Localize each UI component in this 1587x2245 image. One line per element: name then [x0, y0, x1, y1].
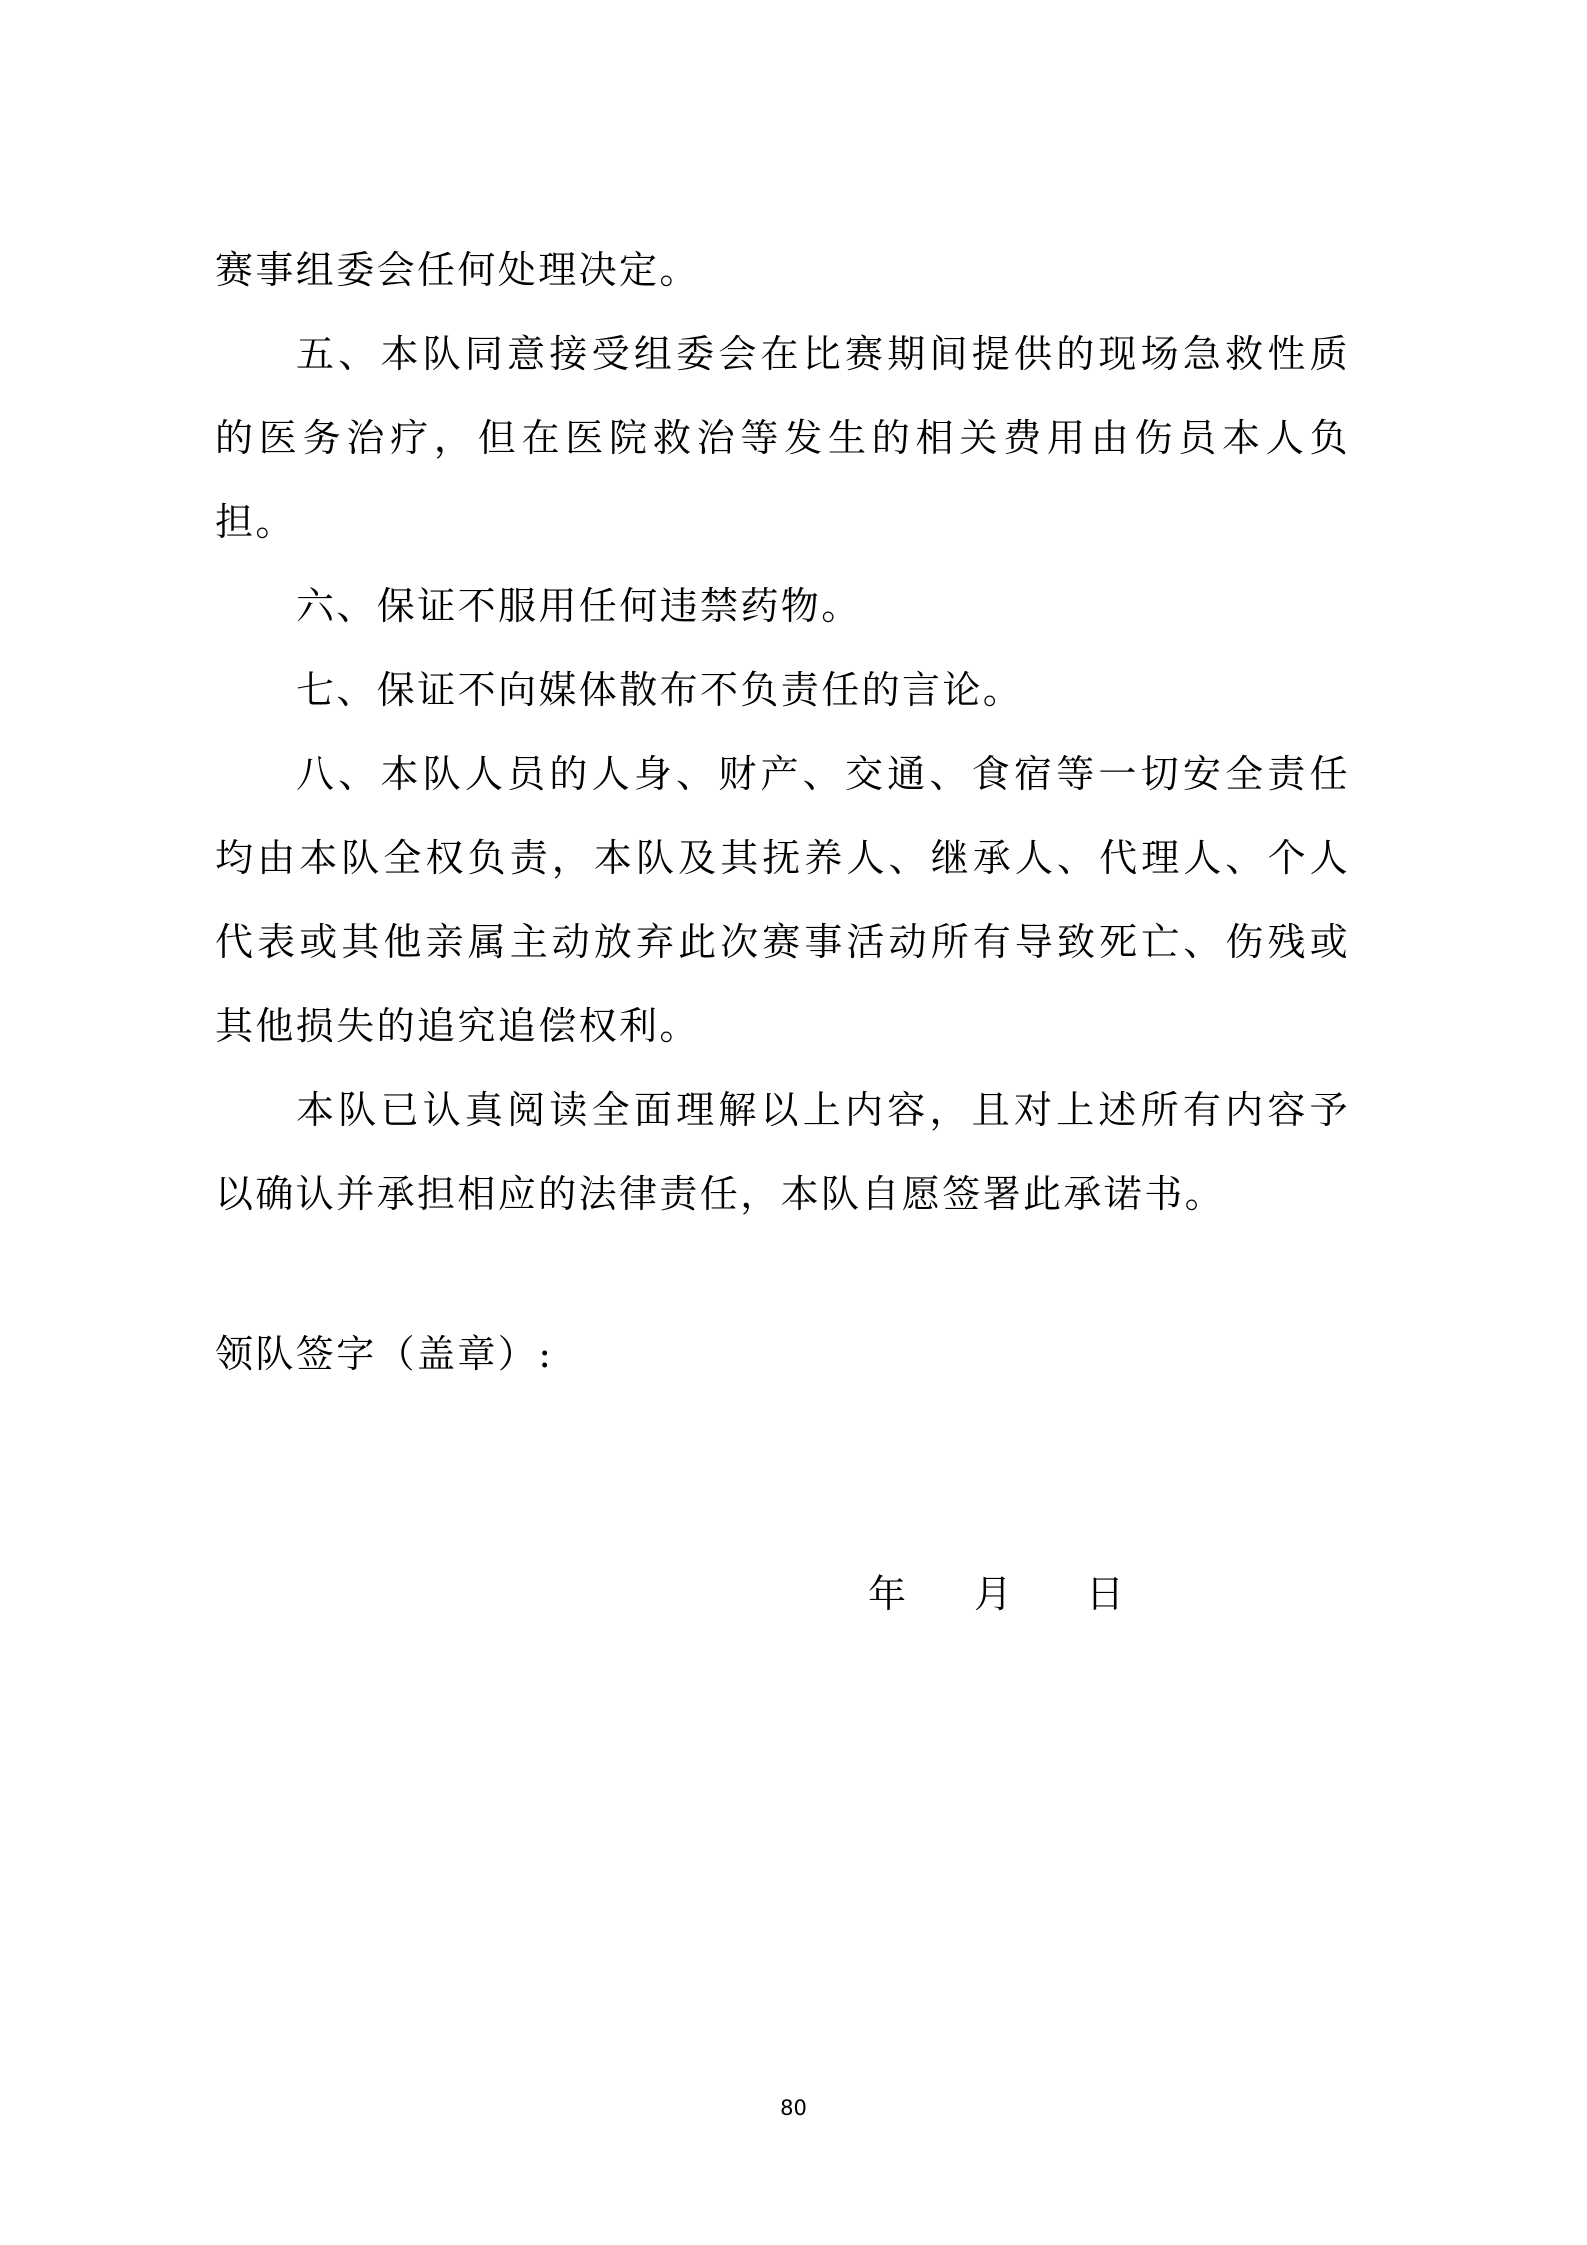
date-day-label: 日 [1086, 1572, 1125, 1616]
acknowledgement-line-1: 本队已认真阅读全面理解以上内容，且对上述所有内容予 [296, 1088, 1350, 1132]
date-year-label: 年 [868, 1572, 907, 1616]
paragraph-4-continuation: 赛事组委会任何处理决定。 [215, 248, 700, 292]
clause-8-line-4: 其他损失的追究追偿权利。 [215, 1004, 700, 1048]
clause-8-line-2: 均由本队全权负责，本队及其抚养人、继承人、代理人、个人 [215, 836, 1350, 880]
date-month-label: 月 [974, 1572, 1013, 1616]
clause-5-line-2: 的医务治疗，但在医院救治等发生的相关费用由伤员本人负 [215, 416, 1350, 460]
clause-6: 六、保证不服用任何违禁药物。 [296, 584, 862, 628]
page-number: 80 [780, 2096, 807, 2120]
clause-8-line-1: 八、本队人员的人身、财产、交通、食宿等一切安全责任 [296, 752, 1350, 796]
clause-8-line-3: 代表或其他亲属主动放弃此次赛事活动所有导致死亡、伤残或 [215, 920, 1350, 964]
clause-7: 七、保证不向媒体散布不负责任的言论。 [296, 668, 1024, 712]
clause-5-line-1: 五、本队同意接受组委会在比赛期间提供的现场急救性质 [296, 332, 1350, 376]
acknowledgement-line-2: 以确认并承担相应的法律责任，本队自愿签署此承诺书。 [215, 1172, 1226, 1216]
clause-5-line-3: 担。 [215, 500, 296, 544]
signature-label: 领队签字（盖章）: [215, 1332, 554, 1376]
